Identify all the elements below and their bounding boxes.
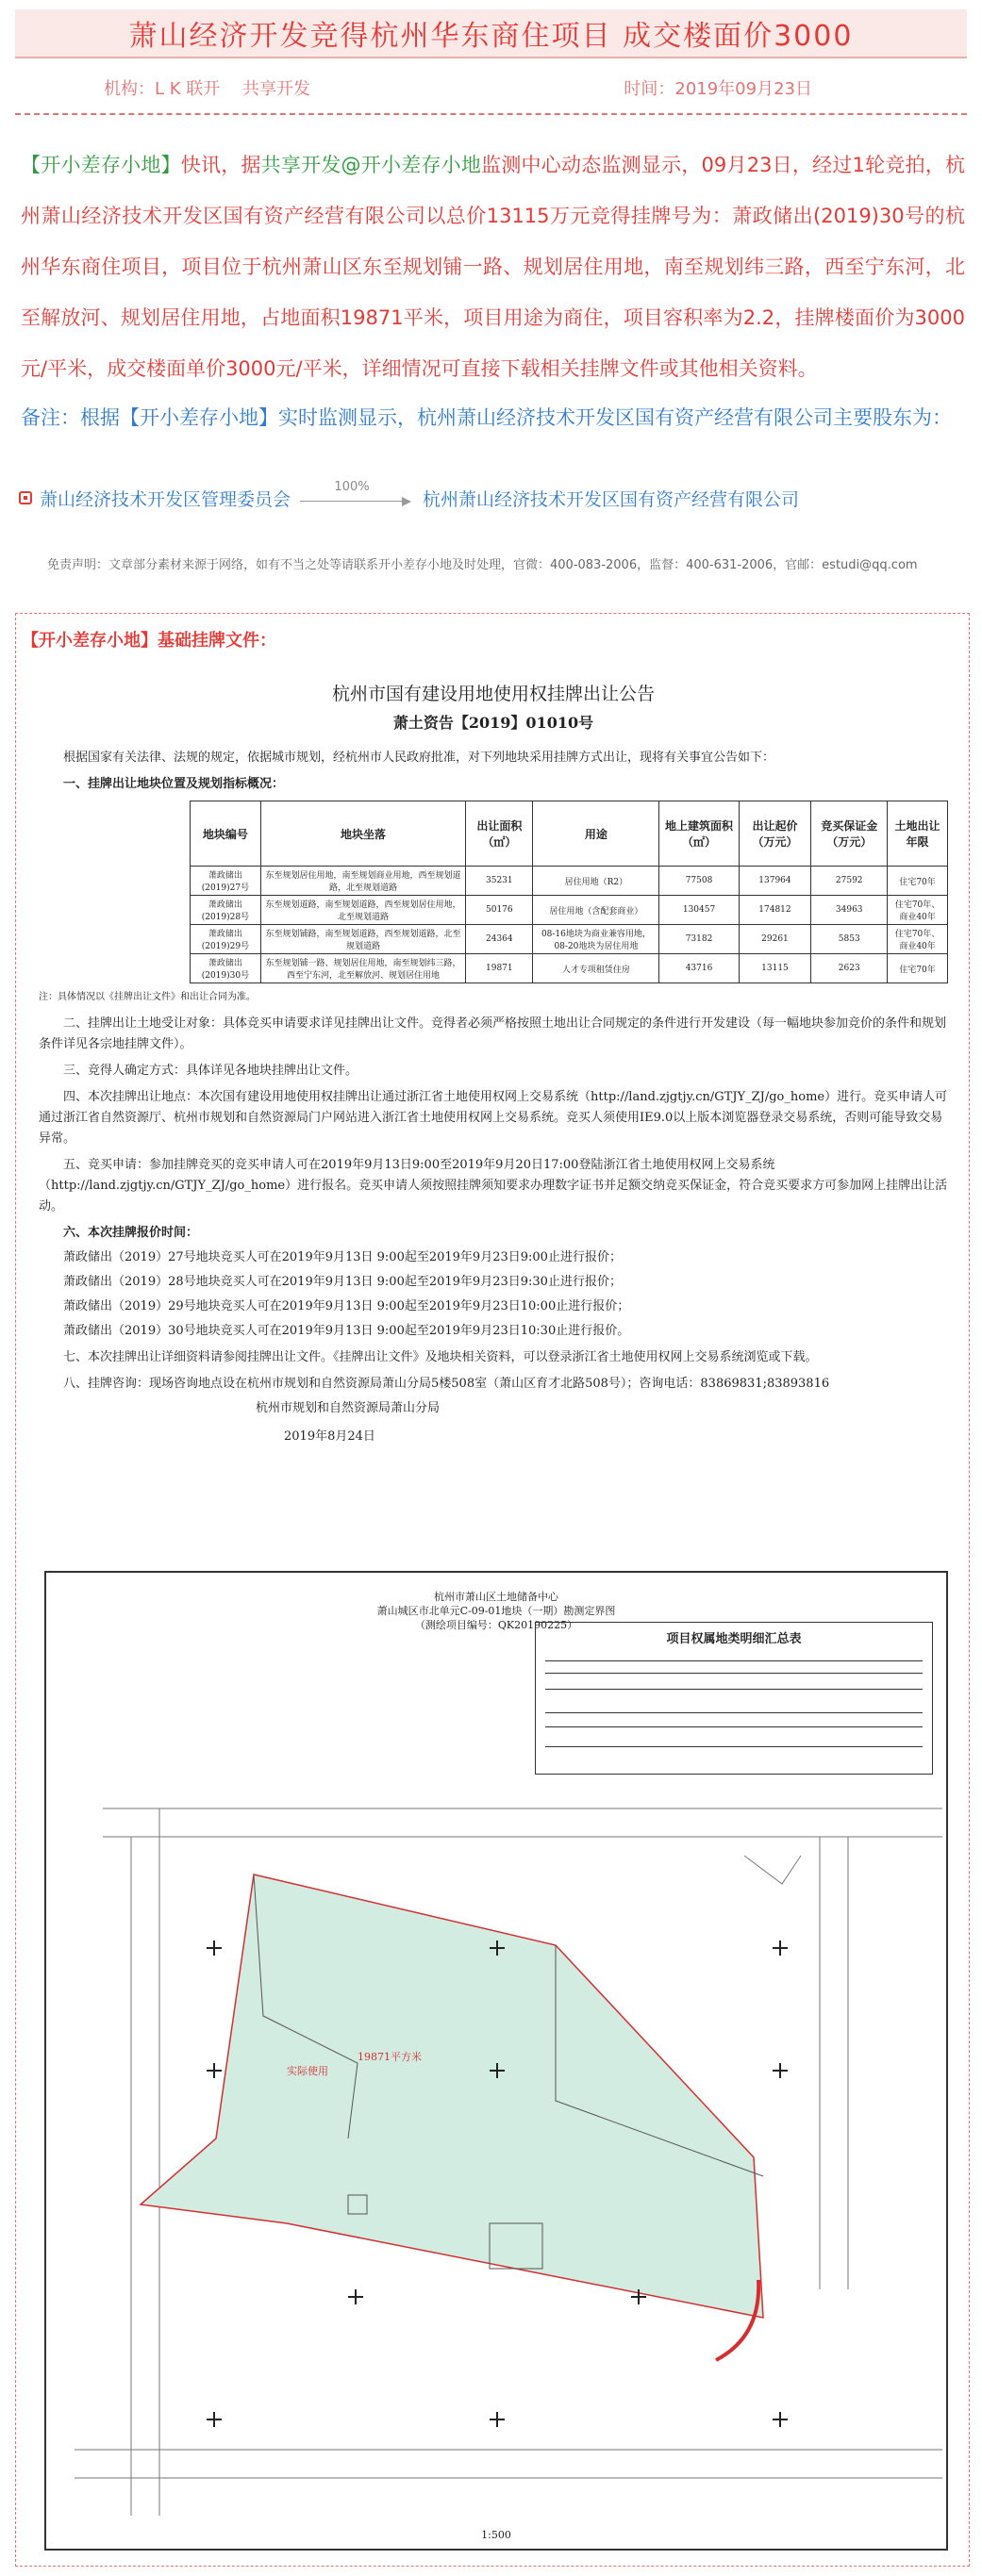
document-heading: 【开小差存小地】基础挂牌文件：: [22, 631, 276, 651]
table-cell: 萧政储出(2019)29号: [191, 925, 261, 954]
table-cell: 130457: [659, 896, 739, 925]
arrow-right-icon: [300, 480, 413, 512]
table-cell: 东至规划铺一路、规划居住用地，南至规划纬三路，西至宁东河，北至解放河、规划居住用地: [260, 954, 466, 983]
signature-date: 2019年8月24日: [284, 1429, 375, 1444]
shareholder-from[interactable]: 萧山经济技术开发区管理委员会: [40, 488, 291, 510]
map-title-3: （测绘项目编号：QK20190225）: [414, 1619, 578, 1631]
grid-cross-icon: [631, 2289, 646, 2304]
grid-cross-icon: [348, 2289, 363, 2304]
grid-cross-icon: [490, 1940, 505, 1956]
section-8: 八、挂牌咨询：现场咨询地点设在杭州市规划和自然资源局萧山分局5楼508室（萧山区育才北路508号）；咨询电话：83869831;83893816: [63, 1377, 830, 1391]
table-cell: 137964: [739, 867, 811, 896]
table-header-cell: 竞买保证金（万元）: [811, 801, 888, 867]
table-cell: 居住用地（含配套商业）: [533, 896, 659, 925]
table-cell: 24364: [466, 925, 533, 954]
notice-document: [39, 680, 948, 1447]
section-2: 二、挂牌出让土地受让对象：具体竞买申请要求详见挂牌出让文件。竞得者必须严格按照土地出让合同规定的条件进行开发建设（每一幅地块参加竞价的条件和规划条件详见各宗地挂牌文件）。: [39, 1016, 947, 1051]
table-cell: 19871: [466, 954, 533, 983]
table-cell: 萧政储出(2019)28号: [191, 896, 261, 925]
table-row: [191, 954, 948, 983]
section-4: 四、本次挂牌出让地点：本次国有建设用地使用权挂牌出让通过浙江省土地使用权网上交易系统（http://land.zjgtjy.cn/GTJY_ZJ/go_home）进行。竞买申请人可通过浙江省自然资源厅、杭州市规划和自然资源局门户网站进入浙江省土地使用权网上交易系统。竞买人须使用IE9.0以上版本浏览器登录交易系统，否则可能导致交易异常。: [39, 1090, 948, 1146]
table-cell: 住宅70年: [888, 867, 948, 896]
divider: [15, 113, 967, 115]
notice-intro: 根据国家有关法律、法规的规定，依据城市规划，经杭州市人民政府批准，对下列地块采用挂牌方式出让，现将有关事宜公告如下：: [63, 751, 775, 765]
table-cell: 34963: [811, 896, 888, 925]
news-text-1: 快讯，据: [180, 154, 261, 176]
grid-cross-icon: [773, 2063, 788, 2078]
bid-time-line: 萧政储出（2019）28号地块竞买人可在2019年9月13日 9:00起至2019年9月23日9:30止进行报价；: [63, 1275, 622, 1289]
grid-cross-icon: [207, 2063, 222, 2078]
table-cell: 居住用地（R2）: [533, 867, 659, 896]
bid-times: [39, 1247, 948, 1342]
table-cell: 13115: [739, 954, 811, 983]
map-table-title: 项目权属地类明细汇总表: [666, 1632, 802, 1646]
map-title-1: 杭州市萧山区土地储备中心: [434, 1591, 558, 1603]
disclaimer: 免责声明：文章部分素材来源于网络，如有不当之处等请联系开小差存小地及时处理，官微：400-083-2006，监督：400-631-2006，官邮：estudi@qq.com: [47, 558, 918, 572]
section-3: 三、竞得人确定方式：具体详见各地块挂牌出让文件。: [63, 1064, 358, 1078]
bid-time-line: 萧政储出（2019）27号地块竞买人可在2019年9月13日 9:00起至2019年9月23日9:00止进行报价；: [63, 1250, 622, 1264]
table-cell: 08-16地块为商业兼容用地，08-20地块为居住用地: [533, 925, 659, 954]
section-1: 一、挂牌出让地块位置及规划指标概况：: [63, 777, 285, 791]
table-cell: 2623: [811, 954, 888, 983]
news-link[interactable]: 共享开发@开小差存小地: [260, 154, 482, 176]
notice-number: 萧土资告【2019】01010号: [392, 714, 594, 732]
table-cell: 50176: [466, 896, 533, 925]
table-cell: 29261: [739, 925, 811, 954]
table-cell: 5853: [811, 925, 888, 954]
shareholder-chain: [19, 480, 982, 513]
shareholder-to[interactable]: 杭州萧山经济技术开发区国有资产经营有限公司: [423, 488, 800, 510]
table-cell: 174812: [739, 896, 811, 925]
section-6: 六、本次挂牌报价时间：: [63, 1226, 199, 1240]
grid-cross-icon: [773, 2412, 788, 2427]
table-cell: 东至规划道路，南至规划道路，西至规划居住用地，北至规划道路: [260, 896, 466, 925]
table-header-cell: 用途: [533, 801, 659, 867]
news-paragraph: [21, 140, 965, 394]
table-note: 注：具体情况以《挂牌出让文件》和出让合同为准。: [39, 992, 256, 1002]
remark-text: 根据【开小差存小地】实时监测显示，杭州萧山经济技术开发区国有资产经营有限公司主要股东为：: [80, 406, 952, 429]
parcel-table: [190, 801, 948, 983]
article-meta: [0, 58, 982, 100]
bid-time-line: 萧政储出（2019）30号地块竞买人可在2019年9月13日 9:00起至2019年9月23日10:30止进行报价。: [63, 1324, 630, 1338]
table-cell: 东至规划铺路，南至规划道路，西至规划道路，北至规划道路: [260, 925, 466, 954]
table-cell: 住宅70年、商业40年: [888, 896, 948, 925]
section-7: 七、本次挂牌出让详细资料请参阅挂牌出让文件。《挂牌出让文件》及地块相关资料，可以登录浙江省土地使用权网上交易系统浏览或下载。: [63, 1350, 818, 1364]
map-scale: 1:500: [481, 2529, 511, 2541]
remark-label: 备注：: [21, 406, 80, 429]
map-area-label: 19871平方米: [358, 2051, 422, 2063]
map-drawing: [46, 1573, 946, 2549]
table-cell: 萧政储出(2019)27号: [191, 867, 261, 896]
table-cell: 人才专项租赁住房: [533, 954, 659, 983]
table-cell: 萧政储出(2019)30号: [191, 954, 261, 983]
table-cell: 住宅70年、商业40年: [888, 925, 948, 954]
page-title: 萧山经济开发竞得杭州华东商住项目 成交楼面价3000: [128, 20, 854, 53]
section-5: 五、竞买申请：参加挂牌竞买的竞买申请人可在2019年9月13日9:00至2019年9月20日17:00登陆浙江省土地使用权网上交易系统（http://land.zjgtjy.cn/GTJY_ZJ/go_home）进行报名。竞买申请人须按照挂牌须知要求办理数字证书并足额交纳竞买保证金，符合竞买要求方可参加网上挂牌出让活动。: [39, 1158, 948, 1214]
table-header-cell: 地上建筑面积（㎡）: [659, 801, 739, 867]
remark-paragraph: [21, 398, 965, 438]
document-box: [15, 613, 970, 2567]
grid-cross-icon: [207, 2412, 222, 2427]
table-row: [191, 925, 948, 954]
grid-cross-icon: [490, 2063, 505, 2078]
table-cell: 住宅70年: [888, 954, 948, 983]
table-cell: 35231: [466, 867, 533, 896]
table-header-cell: 出让面积（㎡）: [466, 801, 533, 867]
table-cell: 43716: [659, 954, 739, 983]
survey-map: [44, 1571, 948, 2551]
news-text-2: 监测中心动态监测显示，09月23日，经过1轮竞拍，杭州萧山经济技术开发区国有资产经营有限公司以总价13115万元竞得挂牌号为：萧政储出(2019)30号的杭州华东商住项目，项目位于杭州萧山区东至规划铺一路、规划居住用地，南至规划纬三路，西至宁东河，北至解放河、规划居住用地，占地面积19871平米，项目用途为商住，项目容积率为2.2，挂牌楼面价为3000元/平米，成交楼面单价3000元/平米，详细情况可直接下载相关挂牌文件或其他相关资料。: [21, 154, 966, 380]
title-banner: [15, 9, 967, 58]
org-label: 机构：L K 联开 共享开发: [104, 79, 310, 99]
company-icon: [19, 491, 32, 504]
table-cell: 27592: [811, 867, 888, 896]
table-cell: 东至规划居住用地，南至规划商业用地，西至规划道路，北至规划道路: [260, 867, 466, 896]
share-percent: 100%: [334, 480, 370, 494]
news-source-tag: 【开小差存小地】: [21, 154, 181, 176]
table-header-cell: 地块编号: [191, 801, 261, 867]
table-header-cell: 土地出让年限: [888, 801, 948, 867]
grid-cross-icon: [490, 2412, 505, 2427]
table-row: [191, 867, 948, 896]
grid-cross-icon: [207, 1940, 222, 1956]
table-cell: 73182: [659, 925, 739, 954]
table-header-cell: 地块坐落: [260, 801, 466, 867]
notice-title: 杭州市国有建设用地使用权挂牌出让公告: [331, 684, 655, 704]
grid-cross-icon: [773, 1940, 788, 1956]
time-label: 时间：2019年09月23日: [624, 79, 812, 99]
table-row: [191, 896, 948, 925]
map-use-label: 实际使用: [287, 2065, 328, 2077]
bid-time-line: 萧政储出（2019）29号地块竞买人可在2019年9月13日 9:00起至2019年9月23日10:00止进行报价；: [63, 1299, 630, 1313]
table-cell: 77508: [659, 867, 739, 896]
signature-org: 杭州市规划和自然资源局萧山分局: [256, 1401, 441, 1415]
map-title-2: 萧山城区市北单元C-09-01地块（一期）勘测定界图: [376, 1605, 616, 1617]
table-header-cell: 出让起价（万元）: [739, 801, 811, 867]
